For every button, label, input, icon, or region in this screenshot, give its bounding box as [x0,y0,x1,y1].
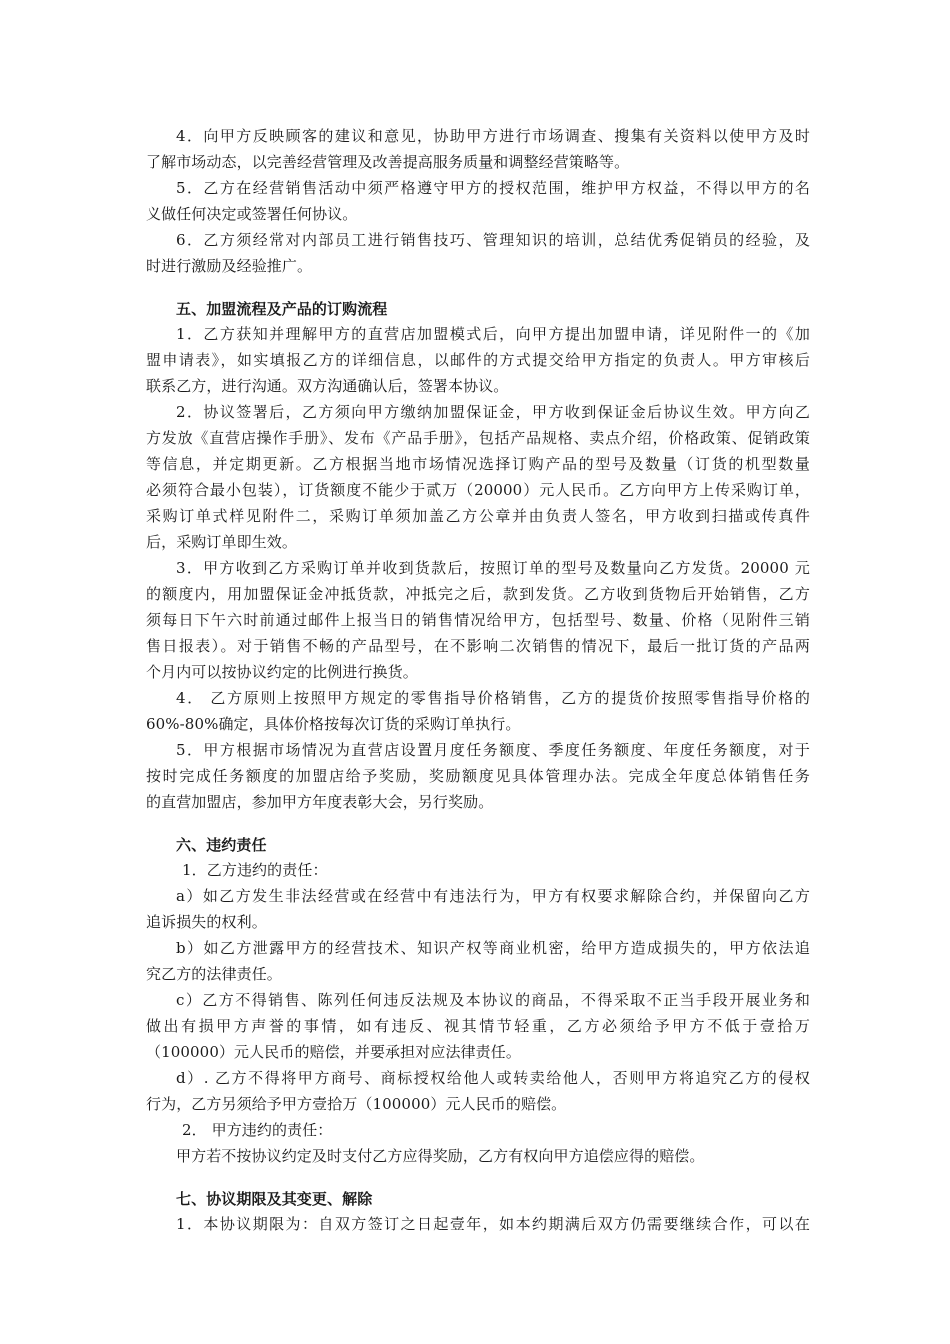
paragraph-line: 究乙方的法律责任。 [146,965,282,983]
paragraph-line: 1．乙方获知并理解甲方的直营店加盟模式后，向甲方提出加盟申请，详见附件一的《加 [176,325,810,343]
paragraph-line: 的直营加盟店，参加甲方年度表彰大会，另行奖励。 [146,793,494,811]
paragraph-line: 必须符合最小包装），订货额度不能少于贰万（20000）元人民币。乙方向甲方上传采购订单， [146,481,810,499]
section-heading-5: 五、加盟流程及产品的订购流程 [176,300,388,318]
paragraph-line: 4．向甲方反映顾客的建议和意见，协助甲方进行市场调查、搜集有关资料以使甲方及时 [176,127,810,145]
paragraph-line: 等信息，并定期更新。乙方根据当地市场情况选择订购产品的型号及数量（订货的机型数量 [146,455,810,473]
paragraph-line: （100000）元人民币的赔偿，并要承担对应法律责任。 [146,1043,521,1061]
paragraph-line: 后，采购订单即生效。 [146,533,298,551]
paragraph-line: 5．乙方在经营销售活动中须严格遵守甲方的授权范围，维护甲方权益，不得以甲方的名 [176,179,810,197]
paragraph-line: 采购订单式样见附件二，采购订单须加盖乙方公章并由负责人签名，甲方收到扫描或传真件 [146,507,810,525]
paragraph-line: 4． 乙方原则上按照甲方规定的零售指导价格销售，乙方的提货价按照零售指导价格的 [176,689,810,707]
paragraph-line: 义做任何决定或签署任何协议。 [146,205,358,223]
paragraph-line: b）如乙方泄露甲方的经营技术、知识产权等商业机密，给甲方造成损失的，甲方依法追 [176,939,810,957]
paragraph-line: 须每日下午六时前通过邮件上报当日的销售情况给甲方，包括型号、数量、价格（见附件三销 [146,611,810,629]
paragraph-line: 2． 甲方违约的责任： [182,1121,333,1139]
paragraph-line: 追诉损失的权利。 [146,913,267,931]
paragraph-line: 联系乙方，进行沟通。双方沟通确认后，签署本协议。 [146,377,509,395]
paragraph-line: 行为，乙方另须给予甲方壹拾万（100000）元人民币的赔偿。 [146,1095,567,1113]
paragraph-line: 5．甲方根据市场情况为直营店设置月度任务额度、季度任务额度、年度任务额度，对于 [176,741,810,759]
section-heading-7: 七、协议期限及其变更、解除 [176,1190,373,1208]
paragraph-line: 甲方若不按协议约定及时支付乙方应得奖励，乙方有权向甲方追偿应得的赔偿。 [176,1147,705,1165]
paragraph-line: 做出有损甲方声誉的事情，如有违反、视其情节轻重，乙方必须给予甲方不低于壹拾万 [146,1017,810,1035]
paragraph-line: 60%-80%确定，具体价格按每次订货的采购订单执行。 [146,715,521,733]
paragraph-line: d）. 乙方不得将甲方商号、商标授权给他人或转卖给他人，否则甲方将追究乙方的侵权 [176,1069,810,1087]
paragraph-line: 3．甲方收到乙方采购订单并收到货款后，按照订单的型号及数量向乙方发货。20000 元 [176,559,810,577]
paragraph-line: 1．本协议期限为：自双方签订之日起壹年，如本约期满后双方仍需要继续合作，可以在 [176,1215,810,1233]
paragraph-line: 了解市场动态，以完善经营管理及改善提高服务质量和调整经营策略等。 [146,153,630,171]
paragraph-line: 售日报表）。对于销售不畅的产品型号，在不影响二次销售的情况下，最后一批订货的产品两 [146,637,810,655]
paragraph-line: 按时完成任务额度的加盟店给予奖励，奖励额度见具体管理办法。完成全年度总体销售任务 [146,767,810,785]
paragraph-line: c）乙方不得销售、陈列任何违反法规及本协议的商品，不得采取不正当手段开展业务和 [176,991,810,1009]
paragraph-line: 6．乙方须经常对内部员工进行销售技巧、管理知识的培训，总结优秀促销员的经验，及 [176,231,810,249]
paragraph-line: 盟申请表》，如实填报乙方的详细信息，以邮件的方式提交给甲方指定的负责人。甲方审核后 [146,351,810,369]
paragraph-line: 2．协议签署后，乙方须向甲方缴纳加盟保证金，甲方收到保证金后协议生效。甲方向乙 [176,403,810,421]
paragraph-line: 方发放《直营店操作手册》、发布《产品手册》，包括产品规格、卖点介绍，价格政策、促销政策 [146,429,810,447]
paragraph-line: 时进行激励及经验推广。 [146,257,313,275]
paragraph-line: a）如乙方发生非法经营或在经营中有违法行为，甲方有权要求解除合约，并保留向乙方 [176,887,810,905]
paragraph-line: 1．乙方违约的责任： [182,861,328,879]
paragraph-line: 的额度内，用加盟保证金冲抵货款，冲抵完之后，款到发货。乙方收到货物后开始销售，乙方 [146,585,810,603]
section-heading-6: 六、违约责任 [176,836,267,854]
paragraph-line: 个月内可以按协议约定的比例进行换货。 [146,663,418,681]
